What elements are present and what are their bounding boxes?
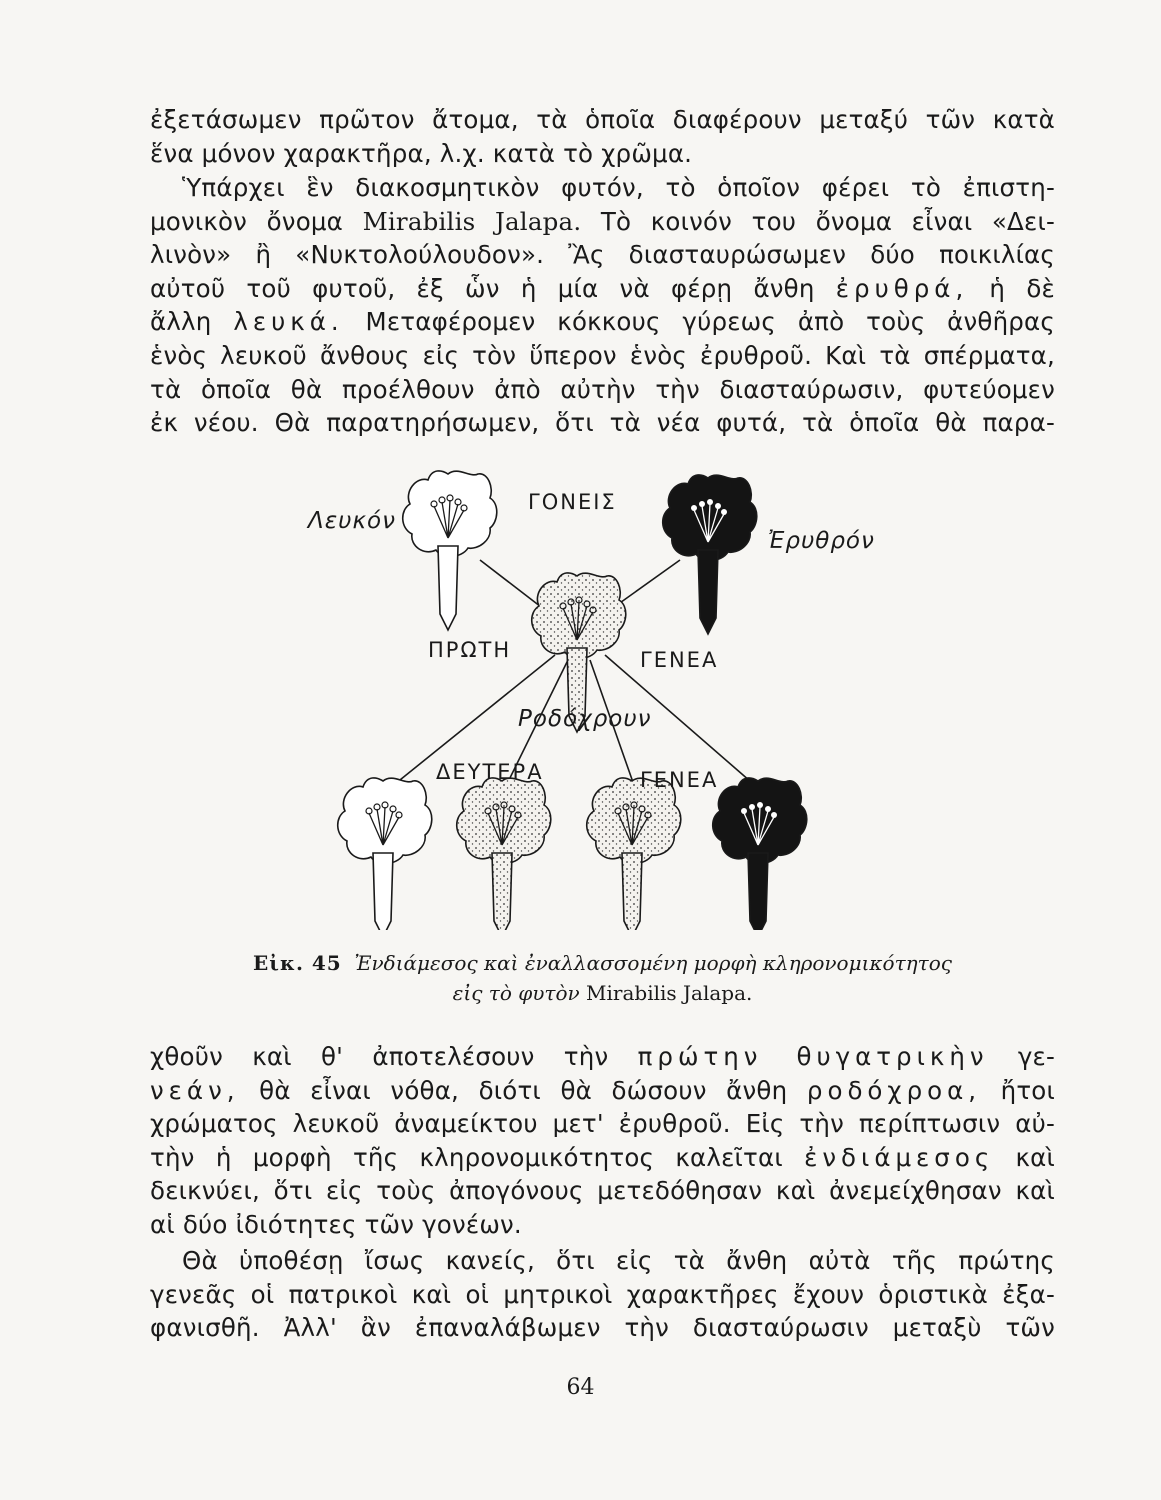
- label-generation-1: ΓΕΝΕΑ: [640, 648, 719, 672]
- emphasis-term: ἐνδιάμεσος: [804, 1142, 995, 1172]
- text-line: [150, 205, 1055, 239]
- text-run: Τὸ κοινόν του ὄνομα εἶναι «Δει-: [600, 206, 1055, 236]
- text-run: ἤτοι: [1000, 1075, 1055, 1105]
- text-line: Ὑπάρχει ἓν διακοσμητικὸν φυτόν, τὸ ὁποῖον φέρει τὸ ἐπιστη-: [182, 173, 1055, 202]
- red-f2-flower: [713, 778, 807, 930]
- figure-caption: [150, 948, 1055, 1008]
- text-line: Θὰ ὑποθέσῃ ἴσως κανείς, ὅτι εἰς τὰ ἄνθη αὐτὰ τῆς πρώτης: [182, 1246, 1055, 1275]
- figure-number: Εἰκ. 45: [253, 951, 342, 975]
- text-run: χθοῦν καὶ θ' ἀποτελέσουν τὴν: [150, 1042, 609, 1071]
- text-line: αἱ δύο ἰδιότητες τῶν γονέων.: [150, 1209, 522, 1239]
- label-parents: ΓΟΝΕΙΣ: [528, 490, 617, 514]
- text-run: ἡ δὲ: [989, 273, 1055, 303]
- text-line: ἕνα μόνον χαρακτῆρα, λ.χ. κατὰ τὸ χρῶμα.: [150, 138, 693, 168]
- text-run: μονικὸν ὄνομα: [150, 206, 344, 236]
- text-line: γενεᾶς οἱ πατρικοὶ καὶ οἱ μητρικοὶ χαρακτῆρες ἔχουν ὁριστικὰ ἐξα-: [150, 1279, 1055, 1309]
- bottom-paragraph: [150, 1040, 1055, 1242]
- text-run: Μεταφέρομεν κόκκους γύρεως ἀπὸ τοὺς ἀνθῆρας: [365, 307, 1055, 337]
- text-line: ἐκ νέου. Θὰ παρατηρήσωμεν, ὅτι τὰ νέα φυτά, τὰ ὁποῖα θὰ παρα-: [150, 408, 1055, 438]
- latin-name: Mirabilis Jalapa.: [362, 206, 582, 236]
- text-line: [150, 305, 1055, 339]
- emphasis-term: πρώτην θυγατρικὴν: [637, 1042, 989, 1071]
- text-run: γε-: [1017, 1042, 1055, 1071]
- text-run: καὶ: [1015, 1142, 1055, 1172]
- text-line: ἐξετάσωμεν πρῶτον ἄτομα, τὰ ὁποῖα διαφέρουν μεταξύ τῶν κατὰ: [150, 105, 1055, 134]
- caption-line: [150, 948, 1055, 978]
- caption-line: [150, 978, 1055, 1008]
- text-line: [150, 1074, 1055, 1108]
- text-line: [150, 1141, 1055, 1175]
- pink-f2-flower: [587, 778, 681, 930]
- caption-text: Ἐνδιάμεσος καὶ ἐναλλασσομένη μορφὴ κληρονομικότητος: [354, 951, 952, 975]
- emphasis-red: ἐρυθρά,: [835, 273, 969, 303]
- label-second: ΔΕΥΤΕΡΑ: [436, 760, 544, 784]
- pink-f2-flower: [457, 778, 551, 930]
- second-paragraph: [150, 171, 1055, 440]
- text-run: ἄλλη: [150, 307, 212, 337]
- label-red: Ἐρυθρόν: [768, 528, 875, 554]
- top-paragraph: [150, 103, 1055, 170]
- latin-name: Mirabilis Jalapa.: [586, 981, 753, 1005]
- label-white: Λευκόν: [308, 508, 396, 534]
- emphasis-white: λευκά.: [233, 307, 344, 337]
- last-paragraph: [150, 1244, 1055, 1345]
- red-parent-flower: [663, 475, 757, 634]
- label-pink: Ροδόχρουν: [518, 706, 652, 732]
- text-line: [150, 1040, 1055, 1074]
- emphasis-term: νεάν,: [150, 1075, 240, 1105]
- white-f2-flower: [338, 778, 432, 930]
- text-line: λινὸν» ἢ «Νυκτολούλουδον». Ἂς διασταυρώσωμεν δύο ποικιλίας: [150, 240, 1055, 270]
- emphasis-term: ροδόχροα,: [806, 1075, 982, 1105]
- text-line: [150, 272, 1055, 306]
- white-parent-flower: [403, 471, 497, 630]
- text-line: χρώματος λευκοῦ ἀναμείκτου μετ' ἐρυθροῦ. Εἰς τὴν περίπτωσιν αὐ-: [150, 1109, 1055, 1139]
- text-line: τὰ ὁποῖα θὰ προέλθουν ἀπὸ αὐτὴν τὴν διασταύρωσιν, φυτεύομεν: [150, 374, 1055, 404]
- text-line: δεικνύει, ὅτι εἰς τοὺς ἀπογόνους μετεδόθησαν καὶ ἀνεμείχθησαν καὶ: [150, 1176, 1055, 1206]
- text-line: ἑνὸς λευκοῦ ἄνθους εἰς τὸν ὕπερον ἑνὸς ἐρυθροῦ. Καὶ τὰ σπέρματα,: [150, 340, 1055, 370]
- inheritance-figure: [290, 470, 890, 930]
- text-run: τὴν ἡ μορφὴ τῆς κληρονομικότητος καλεῖται: [150, 1142, 783, 1172]
- text-run: θὰ εἶναι νόθα, διότι θὰ δώσουν ἄνθη: [259, 1075, 788, 1105]
- label-generation-2: ΓΕΝΕΑ: [640, 768, 719, 792]
- label-first: ΠΡΩΤΗ: [428, 638, 512, 662]
- page-number: 64: [566, 1375, 595, 1400]
- text-line: φανισθῆ. Ἀλλ' ἂν ἐπαναλάβωμεν τὴν διασταύρωσιν μεταξὺ τῶν: [150, 1313, 1055, 1343]
- text-run: αὐτοῦ τοῦ φυτοῦ, ἐξ ὧν ἡ μία νὰ φέρῃ ἄνθη: [150, 273, 815, 303]
- cross-line: [480, 560, 545, 610]
- caption-text: εἰς τὸ φυτὸν: [452, 981, 580, 1005]
